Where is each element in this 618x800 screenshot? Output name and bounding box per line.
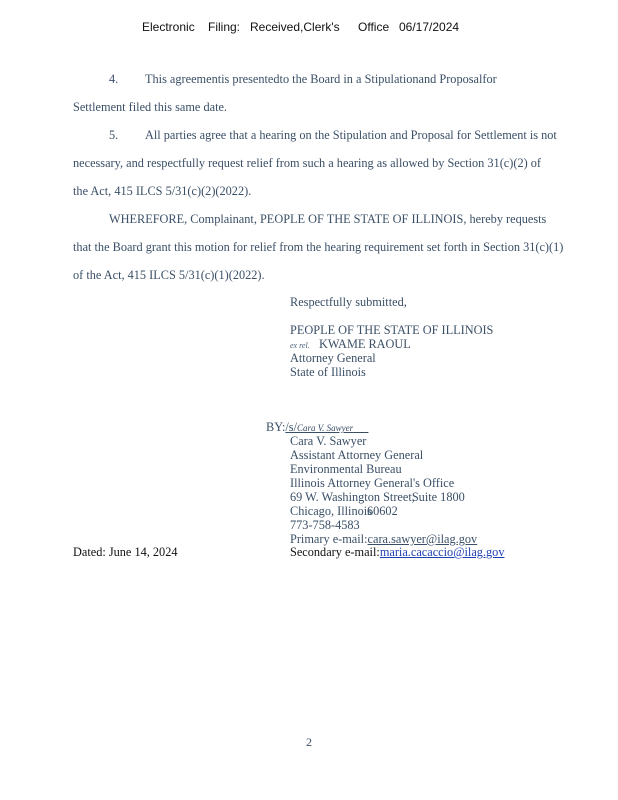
street-address: 69 W. Washington Street,: [290, 490, 415, 504]
paragraph-5-number: 5.: [109, 128, 119, 142]
signer-city: [290, 504, 398, 518]
wherefore-line-3: of the Act, 415 ILCS 5/31(c)(1)(2022).: [73, 268, 265, 282]
primary-email-line: [290, 532, 477, 546]
ag-title: Attorney General: [290, 351, 376, 365]
city: Chicago, Illinois: [290, 504, 372, 518]
by-label: BY:: [266, 420, 286, 434]
primary-email[interactable]: cara.sawyer@ilag.gov: [367, 532, 478, 546]
signer-phone: 773-758-4583: [290, 518, 360, 532]
signer-office: Illinois Attorney General's Office: [290, 476, 455, 490]
e-signature: [285, 420, 368, 434]
suite: Suite 1800: [411, 490, 465, 504]
wherefore-line-2: that the Board grant this motion for relief from the hearing requirement set forth in Section 31(c)(1): [73, 240, 564, 254]
secondary-email-line: [290, 545, 504, 559]
script-signature: Cara V. Sawyer: [297, 423, 354, 433]
ex-rel-text: ex rel.: [290, 341, 310, 350]
primary-email-label: Primary e-mail:: [290, 532, 368, 546]
paragraph-4-number: 4.: [109, 72, 119, 86]
paragraph-5-line-1: All parties agree that a hearing on the Stipulation and Proposal for Settlement is not: [145, 128, 557, 142]
header-electronic: Electronic: [142, 20, 195, 34]
signer-bureau: Environmental Bureau: [290, 462, 402, 476]
page-number: 2: [306, 735, 312, 749]
zip: 60602: [366, 504, 398, 518]
wherefore-line-1: WHEREFORE, Complainant, PEOPLE OF THE STATE OF ILLINOIS, hereby requests: [109, 212, 547, 226]
header-received-clerks: Received,Clerk's: [250, 20, 340, 34]
signature-line: [266, 420, 368, 435]
header-office: Office: [358, 20, 390, 34]
paragraph-4-line-2: Settlement filed this same date.: [73, 100, 228, 114]
secondary-email-link[interactable]: maria.cacaccio@ilag.gov: [379, 545, 505, 559]
ag-name: KWAME RAOUL: [318, 337, 411, 351]
paragraph-5-line-2: necessary, and respectfully request relief from such a hearing as allowed by Section 31(c)(2) of: [73, 156, 542, 170]
paragraph-5-line-3: the Act, 415 ILCS 5/31(c)(2)(2022).: [73, 184, 252, 198]
header-date: 06/17/2024: [399, 20, 460, 34]
dated-line: Dated: June 14, 2024: [73, 545, 178, 559]
secondary-email-label: Secondary e-mail:: [290, 545, 380, 559]
signer-name: Cara V. Sawyer: [290, 434, 367, 448]
slash-s: /s/: [285, 420, 297, 434]
party-name: PEOPLE OF THE STATE OF ILLINOIS: [290, 323, 494, 337]
paragraph-4-line-1: This agreementis presentedto the Board in a Stipulationand Proposalfor: [145, 72, 497, 86]
signer-address: [290, 490, 465, 504]
closing-respectfully: Respectfully submitted,: [290, 295, 407, 309]
signer-title: Assistant Attorney General: [290, 448, 424, 462]
state-name: State of Illinois: [290, 365, 366, 379]
header-filing: Filing:: [208, 20, 241, 34]
